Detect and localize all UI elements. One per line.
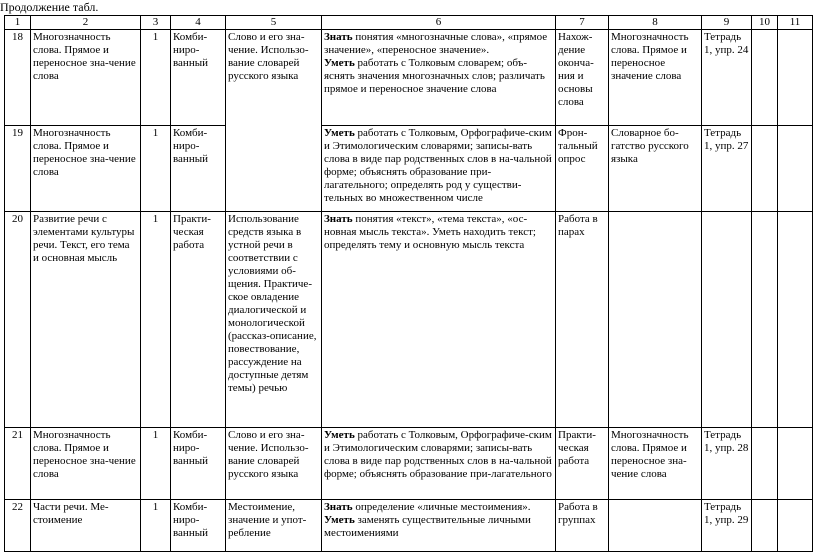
lesson-homework: Тетрадь 1, упр. 27 bbox=[702, 126, 752, 212]
table-row bbox=[5, 428, 813, 500]
lesson-homework: Тетрадь 1, упр. 28 bbox=[702, 428, 752, 500]
lesson-vocabulary: Многозначность слова. Прямое и переносное зна-чение слова bbox=[609, 428, 702, 500]
lesson-hours: 1 bbox=[141, 126, 171, 212]
col-header: 10 bbox=[752, 16, 778, 30]
col-header: 9 bbox=[702, 16, 752, 30]
req-text: работать с Толковым словарем; объ-яснять значения многозначных слов; различать прямое и переносное значение слова bbox=[324, 57, 545, 95]
lesson-type: Комби-ниро-ванный bbox=[171, 30, 226, 126]
req-keyword: Уметь bbox=[324, 429, 355, 441]
lesson-vocabulary: Словарное бо-гатство русского языка bbox=[609, 126, 702, 212]
lesson-content: Слово и его зна-чение. Использо-вание словарей русского языка bbox=[226, 428, 322, 500]
col-header: 1 bbox=[5, 16, 31, 30]
lesson-homework: Тетрадь 1, упр. 29 bbox=[702, 500, 752, 552]
table-row bbox=[5, 212, 813, 428]
lesson-hours: 1 bbox=[141, 212, 171, 428]
req-text: понятия «текст», «тема текста», «ос-новная мысль текста». Уметь находить текст; определять тему и основную мысль текста bbox=[324, 213, 536, 251]
empty-cell bbox=[778, 126, 813, 212]
header-row bbox=[5, 16, 813, 30]
empty-cell bbox=[752, 428, 778, 500]
lesson-type: Комби-ниро-ванный bbox=[171, 500, 226, 552]
lesson-vocabulary bbox=[609, 212, 702, 428]
req-text: работать с Толковым, Орфографиче-ским и Этимологическим словарями; записы-вать слова в виде пар родственных слов в на-чальной форме; объяснять образование при-лагательного; определять род у существи-тельных во множественном числе bbox=[324, 127, 552, 204]
req-keyword: Уметь bbox=[324, 514, 355, 526]
empty-cell bbox=[752, 126, 778, 212]
col-header: 7 bbox=[556, 16, 609, 30]
col-header: 11 bbox=[778, 16, 813, 30]
lesson-topic: Многозначность слова. Прямое и переносное зна-чение слова bbox=[31, 30, 141, 126]
col-header: 4 bbox=[171, 16, 226, 30]
empty-cell bbox=[778, 428, 813, 500]
lesson-control: Нахож-дение оконча-ния и основы слова bbox=[556, 30, 609, 126]
lesson-requirements bbox=[322, 212, 556, 428]
empty-cell bbox=[752, 30, 778, 126]
table-caption: Продолжение табл. bbox=[0, 0, 99, 14]
lesson-topic: Развитие речи с элементами культуры речи. Текст, его тема и основная мысль bbox=[31, 212, 141, 428]
lesson-control: Работа в группах bbox=[556, 500, 609, 552]
col-header: 3 bbox=[141, 16, 171, 30]
lesson-control: Практи-ческая работа bbox=[556, 428, 609, 500]
lesson-type: Практи-ческая работа bbox=[171, 212, 226, 428]
empty-cell bbox=[752, 212, 778, 428]
col-header: 8 bbox=[609, 16, 702, 30]
lesson-content: Местоимение, значение и упот-ребление bbox=[226, 500, 322, 552]
lesson-number: 18 bbox=[5, 30, 31, 126]
req-text: определение «личные местоимения». bbox=[352, 501, 531, 513]
req-keyword: Уметь bbox=[324, 57, 355, 69]
lesson-control: Работа в парах bbox=[556, 212, 609, 428]
lesson-hours: 1 bbox=[141, 428, 171, 500]
lesson-topic: Многозначность слова. Прямое и переносное зна-чение слова bbox=[31, 428, 141, 500]
col-header: 5 bbox=[226, 16, 322, 30]
lesson-topic: Части речи. Ме-стоимение bbox=[31, 500, 141, 552]
col-header: 2 bbox=[31, 16, 141, 30]
req-text: понятия «многозначные слова», «прямое значение», «переносное значение». bbox=[324, 31, 548, 56]
req-keyword: Знать bbox=[324, 501, 353, 513]
lesson-requirements bbox=[322, 428, 556, 500]
lesson-homework bbox=[702, 212, 752, 428]
req-text: заменять существительные личными местоимениями bbox=[324, 514, 531, 539]
lesson-content: Использование средств языка в устной речи в соответствии с условиями об-щения. Практиче-ское овладение диалогической и монологической (рассказ-описание, повествование, рассуждение на доступные детям темы) речью bbox=[226, 212, 322, 428]
table-row bbox=[5, 126, 813, 212]
table-row bbox=[5, 30, 813, 126]
req-keyword: Знать bbox=[324, 31, 353, 43]
req-text: работать с Толковым, Орфографиче-ским и Этимологическим словарями; записы-вать слова в виде пар родственных слов в на-чальной форме; объяснять образование при-лагательного bbox=[324, 429, 552, 480]
req-keyword: Знать bbox=[324, 213, 353, 225]
lesson-plan-table bbox=[4, 15, 813, 552]
lesson-hours: 1 bbox=[141, 30, 171, 126]
empty-cell bbox=[778, 212, 813, 428]
lesson-number: 20 bbox=[5, 212, 31, 428]
lesson-number: 19 bbox=[5, 126, 31, 212]
col-header: 6 bbox=[322, 16, 556, 30]
lesson-content: Слово и его зна-чение. Использо-вание словарей русского языка bbox=[226, 30, 322, 212]
lesson-topic: Многозначность слова. Прямое и переносное зна-чение слова bbox=[31, 126, 141, 212]
lesson-type: Комби-ниро-ванный bbox=[171, 126, 226, 212]
lesson-hours: 1 bbox=[141, 500, 171, 552]
lesson-number: 21 bbox=[5, 428, 31, 500]
lesson-requirements bbox=[322, 30, 556, 126]
lesson-homework: Тетрадь 1, упр. 24 bbox=[702, 30, 752, 126]
lesson-control: Фрон-тальный опрос bbox=[556, 126, 609, 212]
lesson-type: Комби-ниро-ванный bbox=[171, 428, 226, 500]
lesson-vocabulary: Многозначность слова. Прямое и переносное значение слова bbox=[609, 30, 702, 126]
req-keyword: Уметь bbox=[324, 127, 355, 139]
empty-cell bbox=[778, 30, 813, 126]
lesson-number: 22 bbox=[5, 500, 31, 552]
lesson-requirements bbox=[322, 126, 556, 212]
